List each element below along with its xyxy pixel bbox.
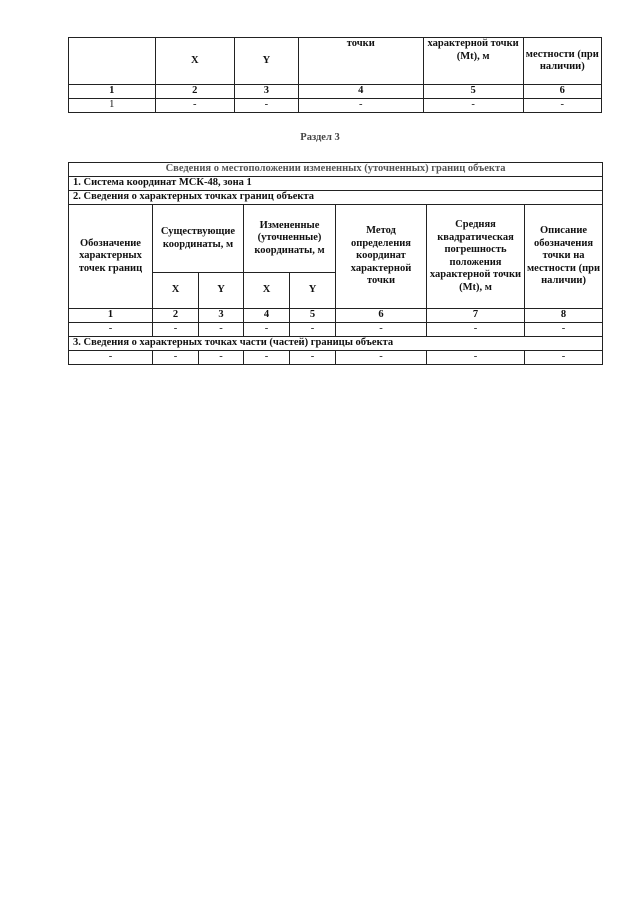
column-number: 7 — [427, 309, 525, 323]
table-cell: - — [336, 351, 427, 365]
header-y: Y — [199, 273, 244, 309]
table-cell: 1 — [69, 99, 156, 113]
table-cell: - — [244, 323, 290, 337]
table-cell: - — [153, 323, 199, 337]
table-cell: - — [427, 351, 525, 365]
header-existing-coords: Существующие координаты, м — [153, 205, 244, 273]
coordinate-system: 1. Система координат МСК-48, зона 1 — [69, 177, 603, 191]
table-cell: - — [525, 323, 603, 337]
table-cell: - — [244, 351, 290, 365]
table-cell: - — [525, 351, 603, 365]
table-cell: - — [69, 323, 153, 337]
column-number-row — [69, 309, 603, 323]
header-changed-coords: Измененные (уточненные) координаты, м — [244, 205, 336, 273]
column-number: 6 — [523, 85, 601, 99]
header-designation: Обозначение характерных точек границ — [69, 205, 153, 309]
table-title: Сведения о местоположении измененных (уточненных) границ объекта — [69, 163, 603, 177]
column-number: 8 — [525, 309, 603, 323]
table-cell: - — [69, 351, 153, 365]
table-cell: - — [290, 323, 336, 337]
column-number: 2 — [155, 85, 234, 99]
section-row — [69, 337, 603, 351]
column-number: 3 — [199, 309, 244, 323]
header-method: Метод определения координат характерной точки — [336, 205, 427, 309]
continued-table — [68, 37, 602, 113]
header-cell: точки — [298, 38, 423, 85]
table-cell: - — [336, 323, 427, 337]
column-number: 1 — [69, 85, 156, 99]
column-number: 4 — [298, 85, 423, 99]
boundary-points-table — [68, 162, 603, 365]
table-header-row — [69, 205, 603, 273]
table-cell: - — [199, 323, 244, 337]
table-cell: - — [423, 99, 523, 113]
table-title-row — [69, 163, 603, 177]
header-cell: Y — [234, 38, 298, 85]
table-row — [69, 323, 603, 337]
section-title: Раздел 3 — [300, 132, 340, 143]
table-header-row — [69, 38, 602, 85]
column-number: 3 — [234, 85, 298, 99]
table-cell: - — [153, 351, 199, 365]
header-cell: X — [155, 38, 234, 85]
column-number: 5 — [290, 309, 336, 323]
table-cell: - — [155, 99, 234, 113]
header-description: Описание обозначения точки на местности (при наличии) — [525, 205, 603, 309]
column-number-row — [69, 85, 602, 99]
table-cell: - — [199, 351, 244, 365]
header-x: X — [153, 273, 199, 309]
header-cell: характерной точки (Mt), м — [423, 38, 523, 85]
table-row — [69, 99, 602, 113]
column-number: 1 — [69, 309, 153, 323]
section-row — [69, 177, 603, 191]
table-cell: - — [298, 99, 423, 113]
table-row — [69, 351, 603, 365]
points-section-heading: 2. Сведения о характерных точках границ объекта — [69, 191, 603, 205]
section-row — [69, 191, 603, 205]
header-y: Y — [290, 273, 336, 309]
table-cell: - — [427, 323, 525, 337]
part-points-section-heading: 3. Сведения о характерных точках части (частей) границы объекта — [69, 337, 603, 351]
table-cell: - — [234, 99, 298, 113]
column-number: 2 — [153, 309, 199, 323]
header-x: X — [244, 273, 290, 309]
table-cell: - — [523, 99, 601, 113]
header-cell — [69, 38, 156, 85]
column-number: 6 — [336, 309, 427, 323]
column-number: 5 — [423, 85, 523, 99]
column-number: 4 — [244, 309, 290, 323]
table-cell: - — [290, 351, 336, 365]
header-cell: местности (при наличии) — [523, 38, 601, 85]
header-error: Средняя квадратическая погрешность положения характерной точки (Mt), м — [427, 205, 525, 309]
